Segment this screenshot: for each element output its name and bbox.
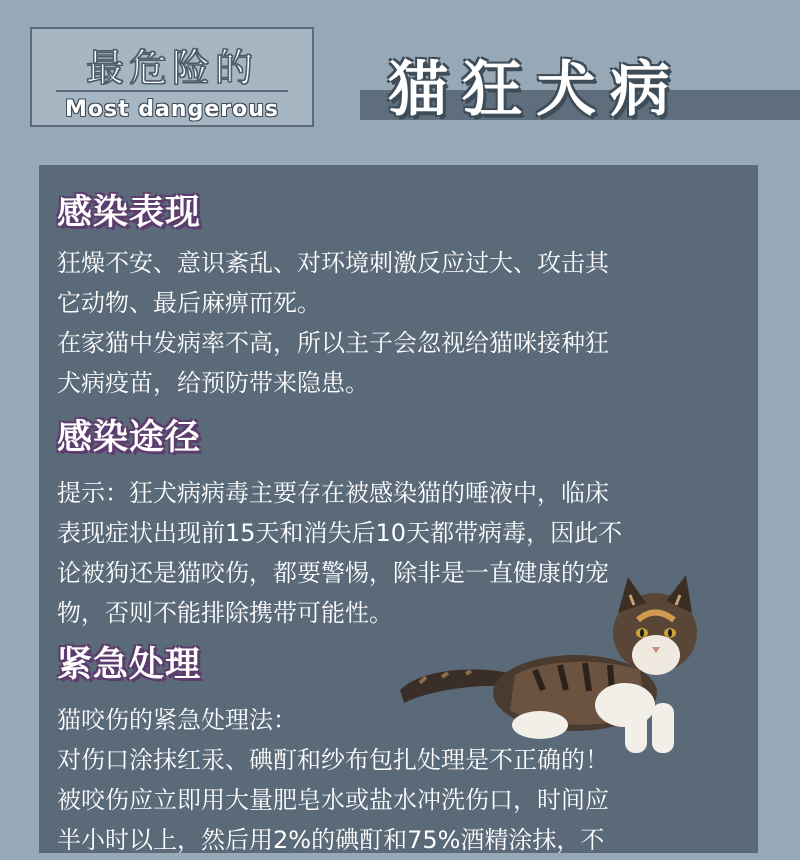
- text-line: 对伤口涂抹红汞、碘酊和纱布包扎处理是不正确的！: [57, 746, 609, 774]
- text-line: 提示：狂犬病病毒主要存在被感染猫的唾液中，临床: [57, 479, 609, 507]
- text-line: 犬病疫苗，给预防带来隐患。: [57, 369, 369, 397]
- text-line: 猫咬伤的紧急处理法：: [57, 706, 297, 734]
- text-line: 论被狗还是猫咬伤，都要警惕，除非是一直健康的宠: [57, 559, 609, 587]
- badge-chinese-title: 最危险的: [85, 46, 258, 90]
- text-line: 它动物、最后麻痹而死。: [57, 289, 321, 317]
- heading-underline: [57, 233, 232, 241]
- lying-cat-image: [390, 565, 710, 765]
- section-heading-emergency: 紧急处理: [57, 637, 201, 687]
- text-line: 半小时以上，然后用2%的碘酊和75%酒精涂抹，不: [57, 826, 605, 854]
- section-text-symptoms: [57, 243, 747, 403]
- badge-english-subtitle: Most dangerous: [65, 97, 279, 122]
- text-line: 在家猫中发病率不高，所以主子会忽视给猫咪接种狂: [57, 329, 609, 357]
- dangerous-badge: [30, 27, 314, 127]
- heading-underline: [57, 685, 232, 693]
- text-line: 物，否则不能排除携带可能性。: [57, 599, 393, 627]
- text-line: 被咬伤应立即用大量肥皂水或盐水冲洗伤口，时间应: [57, 786, 609, 814]
- text-line: 表现症状出现前15天和消失后10天都带病毒，因此不: [57, 519, 623, 547]
- badge-divider: [56, 90, 288, 92]
- text-line: 狂燥不安、意识紊乱、对环境刺激反应过大、攻击其: [57, 249, 609, 277]
- section-heading-symptoms: 感染表现: [57, 185, 201, 235]
- heading-underline: [57, 458, 232, 466]
- page-title: 猫狂犬病: [388, 55, 684, 125]
- section-heading-transmission: 感染途径: [57, 410, 201, 460]
